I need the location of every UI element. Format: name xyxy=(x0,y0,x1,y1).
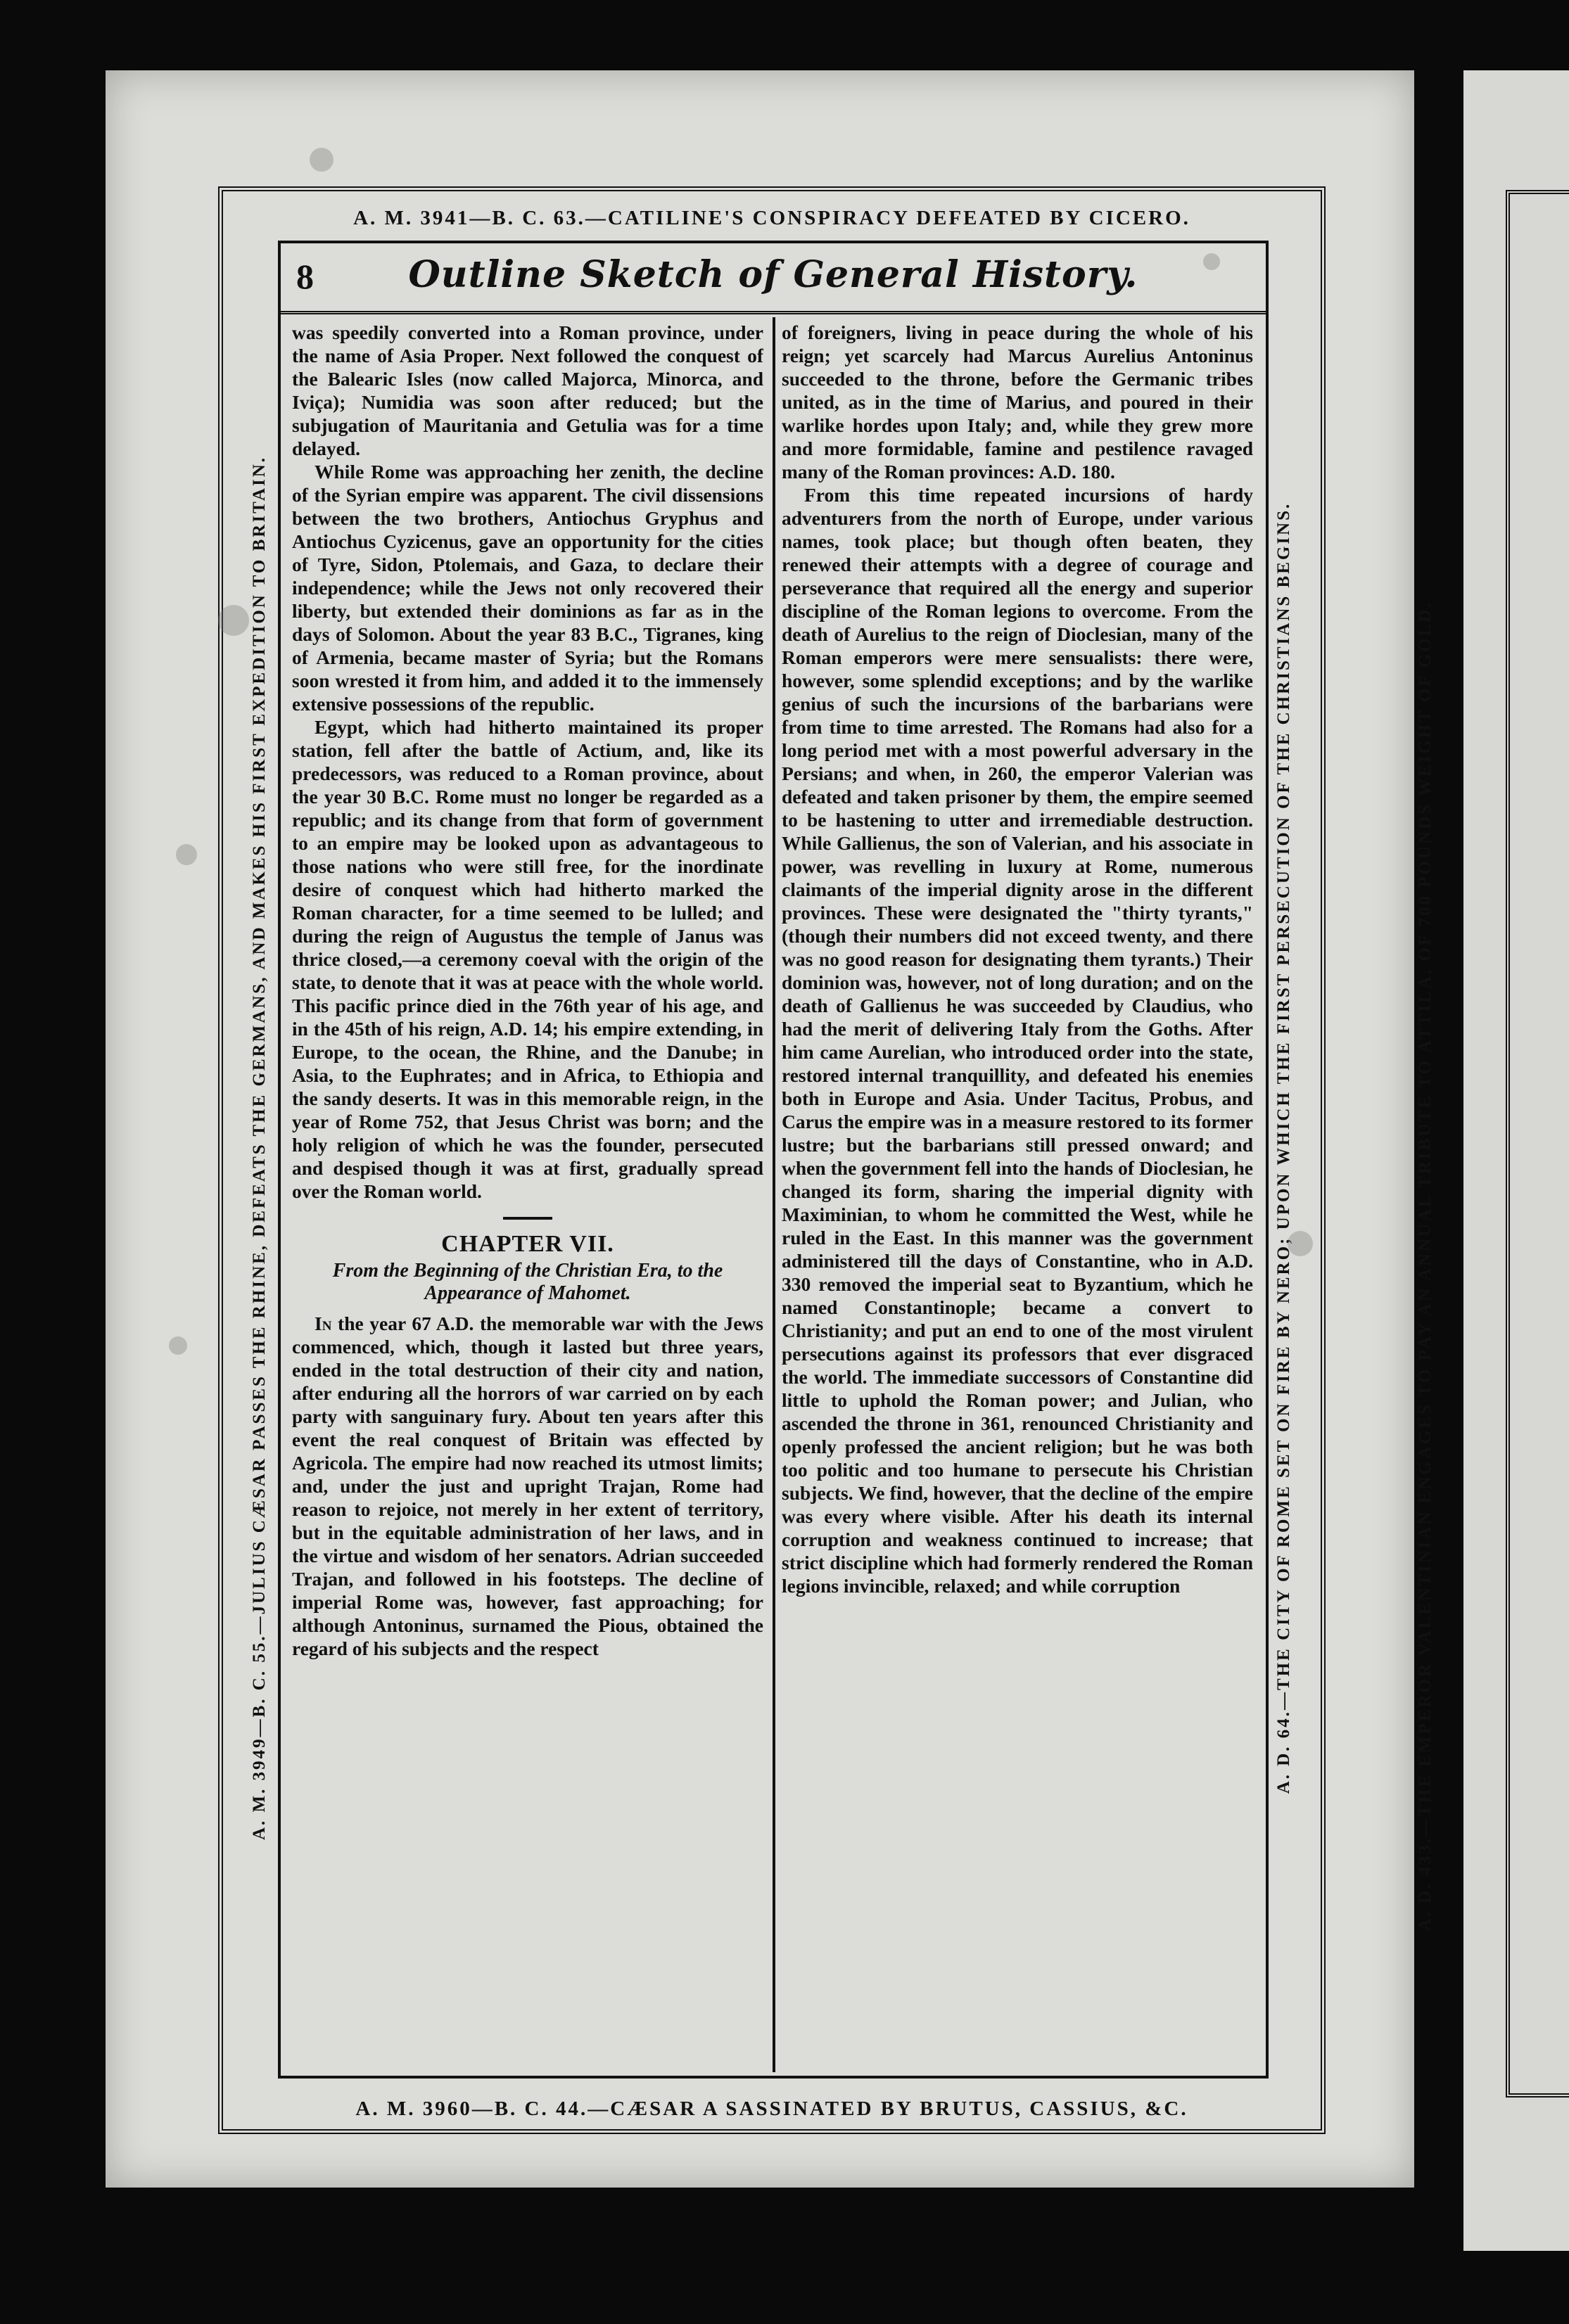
paragraph: From this time repeated incursions of hardy adventurers from the north of Europe, under various names, took place; but though often beaten, they renewed their attempts with a degree of courage and perseverance that required all the energy and superior discipline of the Roman legions to overcome. From the death of Aurelius to the reign of Dioclesian, many of the Roman emperors were mere sensualists: there were, however, some splendid exceptions; and by the warlike genius of such the incursions of the barbarians were from time to time arrested. The Romans had also for a long period met with a most powerful adversary in the Persians; and when, in 260, the emperor Valerian was defeated and taken prisoner by them, the empire seemed to be hastening to utter and irremediable destruction. While Gallienus, the son of Valerian, and his associate in power, was revelling in luxury at Rome, numerous claimants of the imperial dignity arose in the different provinces. These were designated the "thirty tyrants," (though their numbers did not exceed twenty, and there was no good reason for designating them tyrants.) Their dominion was, however, not of long duration; and on the death of Gallienus he was succeeded by Claudius, who had the merit of delivering Italy from the Goths. After him came Aurelian, who introduced order into the state, restored internal tranquillity, and defeated his enemies both in Europe and Asia. Under Tacitus, Probus, and Carus the empire was in a measure restored to its former lustre; but the barbarians still pressed onward; and when the government fell into the hands of Dioclesian, he changed its form, sharing the imperial dignity with Maximinian, to whom he committed the West, while he ruled in the East. In this manner was the government administered till the days of Constantine, who in A.D. 330 removed the imperial seat to Byzantium, which he named Constantinople; became a convert to Christianity; and put an end to one of the most virulent persecutions against its professors that ever disgraced the world. The immediate successors of Constantine did little to uphold the Roman power; and Julian, who ascended the throne in 361, renounced Christianity and openly professed the ancient religion; but he was both too politic and too humane to persecute his Christian subjects. We find, however, that the decline of the empire was every where visible. After his death its internal corruption and weakness continued to increase; that strict discipline which had formerly rendered the Roman legions invincible, relaxed; and while corruption xyxy=(782,484,1253,1597)
book-page xyxy=(106,70,1435,2188)
right-margin-note: A. D. 64.—THE CITY OF ROME SET ON FIRE BY NERO; UPON WHICH THE FIRST PERSECUTION OF THE CHRISTIANS BEGINS. xyxy=(1274,502,1293,1794)
left-margin-note: A. M. 3949—B. C. 55.—JULIUS CÆSAR PASSES THE RHINE, DEFEATS THE GERMANS, AND MAKES HIS FIRST EXPEDITION TO BRITAIN. xyxy=(250,456,269,1841)
paper-spot xyxy=(218,605,249,636)
paper-spot xyxy=(1288,1231,1313,1256)
paper-spot xyxy=(176,844,197,865)
page-header xyxy=(281,243,1266,314)
adjacent-page-border xyxy=(1506,190,1569,2098)
right-column xyxy=(782,321,1253,2065)
page-number: 8 xyxy=(296,257,314,296)
bottom-margin-note: A. M. 3960—B. C. 44.—CÆSAR A SASSINATED BY BRUTUS, CASSIUS, &C. xyxy=(355,2098,1188,2120)
text-block xyxy=(278,241,1269,2079)
page-title: Outline Sketch of General History. xyxy=(408,253,1138,296)
section-divider xyxy=(503,1217,552,1220)
paper-spot xyxy=(310,148,334,172)
chapter-heading: CHAPTER VII. xyxy=(441,1231,614,1257)
paragraph: Egypt, which had hitherto maintained its proper station, fell after the battle of Actium, and, like its predecessors, was reduced to a Roman province, about the year 30 B.C. Rome must no longer be regarded as a republic; and its change from that form of government to an empire may be looked upon as advantageous to those nations who were still free, for the inordinate desire of conquest which had hitherto marked the Roman character, for a time seemed to be lulled; and during the reign of Augustus the temple of Janus was thrice closed,—a ceremony coeval with the origin of the state, to denote that it was at peace with the whole world. This pacific prince died in the 76th year of his age, and in the 45th of his reign, A.D. 14; his empire extending, in Europe, to the ocean, the Rhine, and the Danube; in Asia, to the Euphrates; and in Africa, to Ethiopia and the sandy deserts. It was in this memorable reign, in the year of Rome 752, that Jesus Christ was born; and the holy religion of which he was the founder, persecuted and despised though it was at first, gradually spread over the Roman world. xyxy=(292,716,763,1202)
chapter-subtitle: From the Beginning of the Christian Era, to the Appearance of Mahomet. xyxy=(332,1260,723,1304)
paper-spot xyxy=(1203,253,1220,270)
page-frame xyxy=(218,186,1326,2134)
paragraph: of foreigners, living in peace during the whole of his reign; yet scarcely had Marcus Aurelius Antoninus succeeded to the throne, before the Germanic tribes united, as in the time of Marius, and poured in their warlike hordes upon Italy; and, while they grew more and more formidable, famine and pestilence ravaged many of the Roman provinces: A.D. 180. xyxy=(782,321,1253,483)
paragraph: While Rome was approaching her zenith, the decline of the Syrian empire was apparent. The civil dissensions between the two brothers, Antiochus Gryphus and Antiochus Cyzicenus, gave an opportunity for the cities of Tyre, Sidon, Ptolemais, and Gaza, to declare their independence; while the Jews not only recovered their liberty, but extended their dominions as far as in the days of Solomon. About the year 83 B.C., Tigranes, king of Armenia, became master of Syria; but the Romans soon wrested it from him, and added it to the immensely extensive possessions of the republic. xyxy=(292,461,763,715)
column-rule xyxy=(773,317,775,2072)
paper-spot xyxy=(169,1336,187,1355)
adjacent-page xyxy=(1463,70,1569,2251)
paragraph: was speedily converted into a Roman province, under the name of Asia Proper. Next followed the conquest of the Balearic Isles (now called Majorca, Minorca, and Iviça); Numidia was soon after reduced; but the subjugation of Mauritania and Getulia was for a time delayed. xyxy=(292,321,763,459)
left-column xyxy=(292,321,763,2065)
lead-word: In xyxy=(315,1313,332,1334)
paragraph xyxy=(292,1312,763,1660)
top-margin-note: A. M. 3941—B. C. 63.—CATILINE'S CONSPIRACY DEFEATED BY CICERO. xyxy=(353,207,1190,229)
paragraph-text: the year 67 A.D. the memorable war with the Jews commenced, which, though it lasted but three years, ended in the total destruction of their city and nation, after enduring all the horrors of war carried on by each party with sanguinary fury. About ten years after this event the real conquest of Britain was effected by Agricola. The empire had now reached its utmost limits; and, under the just and upright Trajan, Rome had reason to rejoice, not merely in her extent of territory, but in the equitable administration of her laws, and in the virtue and wisdom of her senators. Adrian succeeded Trajan, and followed in his footsteps. The decline of imperial Rome was, however, fast approaching; for although Antoninus, surnamed the Pious, obtained the regard of his subjects and the respect xyxy=(292,1313,763,1659)
outer-right-margin-note: A. D. 433.—THE EMPEROR VALENTINIAN ENGAGES TO PAY AN ANNUAL TRIBUTE TO ATTILA, OF 700 POUNDS WEIGHT OF GOLD. xyxy=(1416,601,1435,1932)
